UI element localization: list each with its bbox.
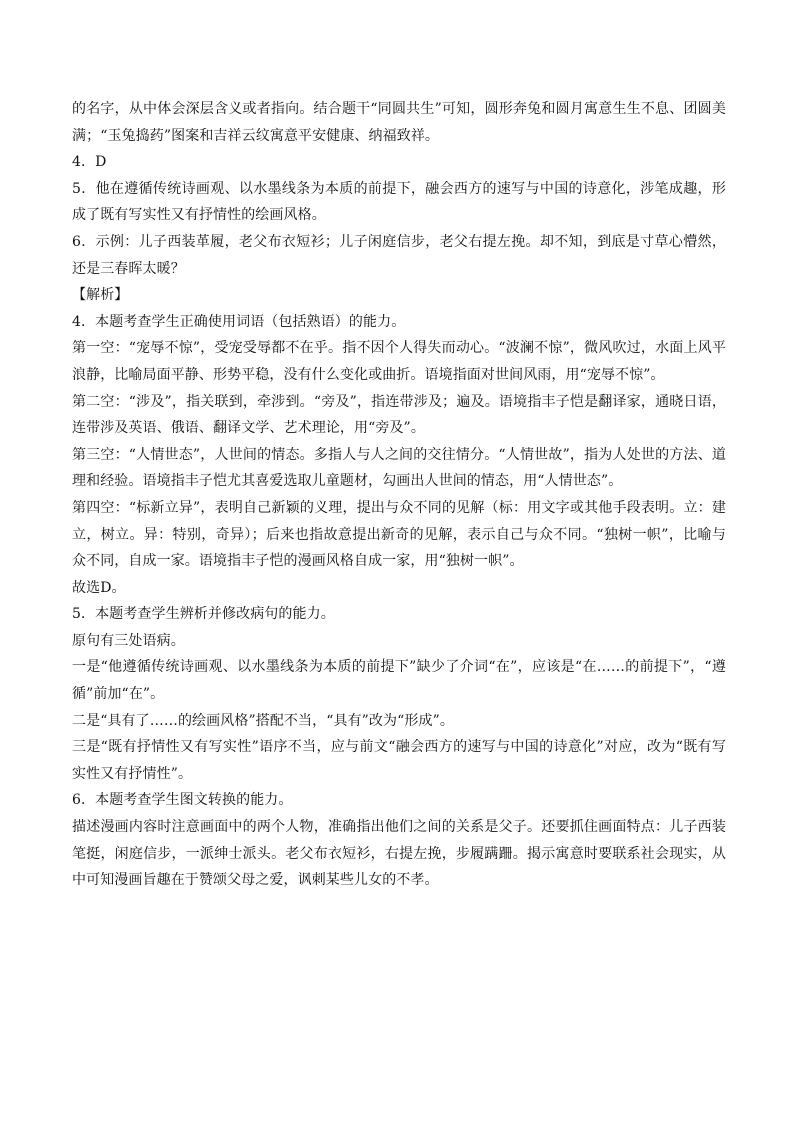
analysis-6-detail: 描述漫画内容时注意画面中的两个人物，准确指出他们之间的关系是父子。还要抓住画面特点：儿子西装笔挺，闲庭信步，一派绅士派头。老父布衣短衫，右提左挽，步履蹒跚。揭示寓意时要联系社会现实，从中可知漫画旨趣在于赞颂父母之爱，讽刺某些儿女的不孝。 (72, 819, 726, 889)
analysis-4-blank-1: 第一空：“宠辱不惊”，受宠受辱都不在乎。指不因个人得失而动心。“波澜不惊”，微风吹过，水面上风平浪静，比喻局面平静、形势平稳，没有什么变化或曲折。语境指面对世间风雨，用“宠辱不惊”。 (72, 340, 726, 383)
analysis-5-error-1: 一是“他遵循传统诗画观、以水墨线条为本质的前提下”缺少了介词“在”，应该是“在……的前提下”，“遵循”前加“在”。 (72, 659, 726, 703)
analysis-4-conclusion: 故选D。 (72, 579, 126, 596)
analysis-4-blank-4: 第四空：“标新立异”，表明自己新颖的义理，提出与众不同的见解（标：用文字或其他手段表明。立：建立，树立。异：特别，奇异）；后来也指故意提出新奇的见解，表示自己与众不同。“独树一帜”，比喻与众不同，自成一家。语境指丰子恺的漫画风格自成一家，用“独树一帜”。 (72, 499, 726, 570)
answer-6: 6．示例：儿子西装革履，老父布衣短衫；儿子闲庭信步，老父右提左挽。却不知，到底是寸草心懵然，还是三春晖太暖？ (72, 233, 726, 277)
answer-5: 5．他在遵循传统诗画观、以水墨线条为本质的前提下，融会西方的速写与中国的诗意化，涉笔成趣，形成了既有写实性又有抒情性的绘画风格。 (72, 180, 726, 224)
analysis-5-error-2: 二是“具有了……的绘画风格”搭配不当，“具有”改为“形成”。 (72, 712, 454, 729)
paragraph-intro-continuation: 的名字，从中体会深层含义或者指向。结合题干“同圆共生”可知，圆形奔兔和圆月寓意生生不息、团圆美满；“玉兔捣药”图案和吉祥云纹寓意平安健康、纳福致祥。 (72, 101, 726, 144)
analysis-4-intro: 4．本题考查学生正确使用词语（包括熟语）的能力。 (72, 313, 406, 330)
analysis-heading: 【解析】 (72, 287, 129, 304)
document-page (72, 96, 726, 894)
analysis-4-blank-3: 第三空：“人情世态”，人世间的情态。多指人与人之间的交往情分。“人情世故”，指为人处世的方法、道理和经验。语境指丰子恺尤其喜爱选取儿童题材，勾画出人世间的情态，用“人情世态”。 (72, 446, 726, 490)
answer-4: 4．D (72, 154, 107, 171)
analysis-4-blank-2: 第二空：“涉及”，指关联到，牵涉到。“旁及”，指连带涉及；遍及。语境指丰子恺是翻译家，通晓日语，连带涉及英语、俄语、翻译文学、艺术理论，用“旁及”。 (72, 393, 726, 437)
analysis-5-summary: 原句有三处语病。 (72, 632, 185, 649)
analysis-5-error-3: 三是“既有抒情性又有写实性”语序不当，应与前文“融会西方的速写与中国的诗意化”对应，改为“既有写实性又有抒情性”。 (72, 739, 726, 782)
analysis-6-intro: 6．本题考查学生图文转换的能力。 (72, 792, 293, 809)
analysis-5-intro: 5．本题考查学生辨析并修改病句的能力。 (72, 606, 335, 623)
